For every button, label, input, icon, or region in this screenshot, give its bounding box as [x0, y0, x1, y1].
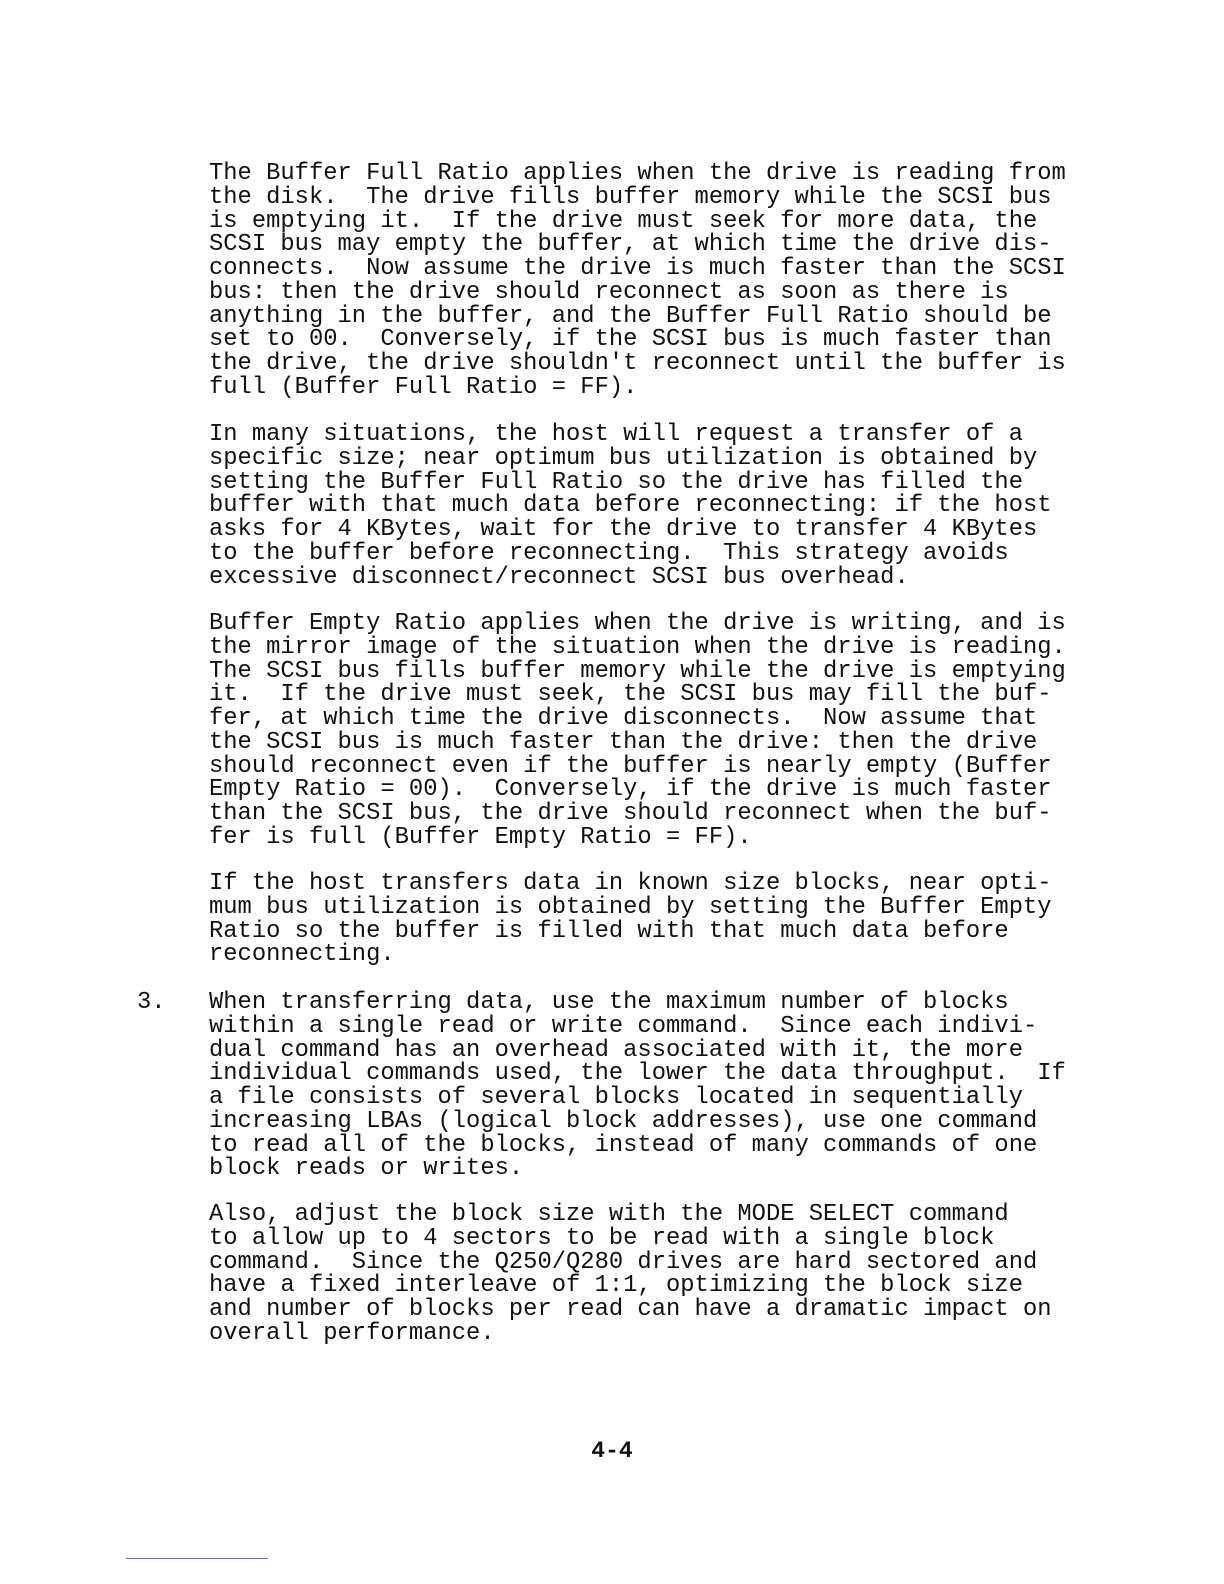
text-line: a file consists of several blocks located in sequentially	[209, 1084, 1023, 1111]
text-line: asks for 4 KBytes, wait for the drive to transfer 4 KBytes	[209, 516, 1038, 543]
text-line: reconnecting.	[209, 941, 395, 969]
text-line: the disk. The drive fills buffer memory while the SCSI bus	[209, 183, 1052, 211]
text-line: increasing LBAs (logical block addresses), use one command	[209, 1107, 1038, 1135]
text-line: Also, adjust the block size with the MODE SELECT command	[209, 1201, 1009, 1228]
text-line: mum bus utilization is obtained by setting the Buffer Empty	[209, 893, 1052, 921]
text-line: to the buffer before reconnecting. This strategy avoids	[209, 539, 1009, 567]
text-line: overall performance.	[209, 1319, 495, 1347]
text-line: than the SCSI bus, the drive should reconnect when the buf-	[209, 800, 1052, 827]
paragraph-maximum-blocks	[209, 991, 1089, 1181]
text-line: setting the Buffer Full Ratio so the drive has filled the	[209, 468, 1023, 496]
text-line: If the host transfers data in known size blocks, near opti-	[209, 870, 1052, 897]
text-line: set to 00. Conversely, if the SCSI bus is much faster than	[209, 326, 1052, 354]
text-line: the SCSI bus is much faster than the drive: then the drive	[209, 728, 1038, 756]
text-line: dual command has an overhead associated with it, the more	[209, 1036, 1023, 1064]
footer-rule	[126, 1558, 268, 1559]
text-line: buffer with that much data before reconnecting: if the host	[209, 492, 1052, 520]
paragraph-known-size-blocks	[209, 872, 1089, 967]
paragraph-buffer-full-ratio	[209, 162, 1089, 400]
text-line: Buffer Empty Ratio applies when the drive is writing, and is	[209, 610, 1066, 637]
text-line: The Buffer Full Ratio applies when the drive is reading from	[209, 160, 1066, 187]
text-line: specific size; near optimum bus utilization is obtained by	[209, 444, 1038, 472]
text-line: to read all of the blocks, instead of many commands of one	[209, 1131, 1038, 1159]
paragraph-transfer-size	[209, 423, 1089, 589]
text-line: should reconnect even if the buffer is nearly empty (Buffer	[209, 752, 1052, 780]
text-line: When transferring data, use the maximum number of blocks	[209, 989, 1009, 1016]
text-line: connects. Now assume the drive is much faster than the SCSI	[209, 255, 1066, 282]
text-line: is emptying it. If the drive must seek for more data, the	[209, 207, 1038, 235]
text-line: within a single read or write command. Since each indivi-	[209, 1012, 1038, 1040]
text-line: have a fixed interleave of 1:1, optimizing the block size	[209, 1272, 1023, 1300]
text-line: individual commands used, the lower the data throughput. If	[209, 1060, 1066, 1088]
text-line: the mirror image of the situation when the drive is reading.	[209, 633, 1066, 661]
text-line: bus: then the drive should reconnect as soon as there is	[209, 278, 1009, 306]
paragraph-buffer-empty-ratio	[209, 612, 1089, 850]
text-line: fer, at which time the drive disconnects. Now assume that	[209, 705, 1038, 732]
text-line: to allow up to 4 sectors to be read with a single block	[209, 1224, 995, 1252]
page-number: 4-4	[591, 1438, 633, 1464]
text-line: The SCSI bus fills buffer memory while the drive is emptying	[209, 657, 1066, 685]
text-line: Empty Ratio = 00). Conversely, if the drive is much faster	[209, 776, 1052, 804]
text-line: it. If the drive must seek, the SCSI bus may fill the buf-	[209, 681, 1052, 709]
text-line: In many situations, the host will request a transfer of a	[209, 421, 1023, 448]
text-line: Ratio so the buffer is filled with that much data before	[209, 917, 1009, 945]
text-line: full (Buffer Full Ratio = FF).	[209, 373, 638, 401]
paragraph-block-size	[209, 1203, 1089, 1346]
text-line: SCSI bus may empty the buffer, at which time the drive dis-	[209, 231, 1052, 259]
text-line: excessive disconnect/reconnect SCSI bus overhead.	[209, 563, 909, 591]
text-line: anything in the buffer, and the Buffer Full Ratio should be	[209, 302, 1052, 330]
text-line: and number of blocks per read can have a dramatic impact on	[209, 1296, 1052, 1323]
list-item-number: 3.	[137, 989, 166, 1016]
text-line: command. Since the Q250/Q280 drives are hard sectored and	[209, 1248, 1038, 1276]
text-line: the drive, the drive shouldn't reconnect until the buffer is	[209, 350, 1066, 377]
text-line: fer is full (Buffer Empty Ratio = FF).	[209, 823, 752, 851]
text-line: block reads or writes.	[209, 1155, 524, 1183]
